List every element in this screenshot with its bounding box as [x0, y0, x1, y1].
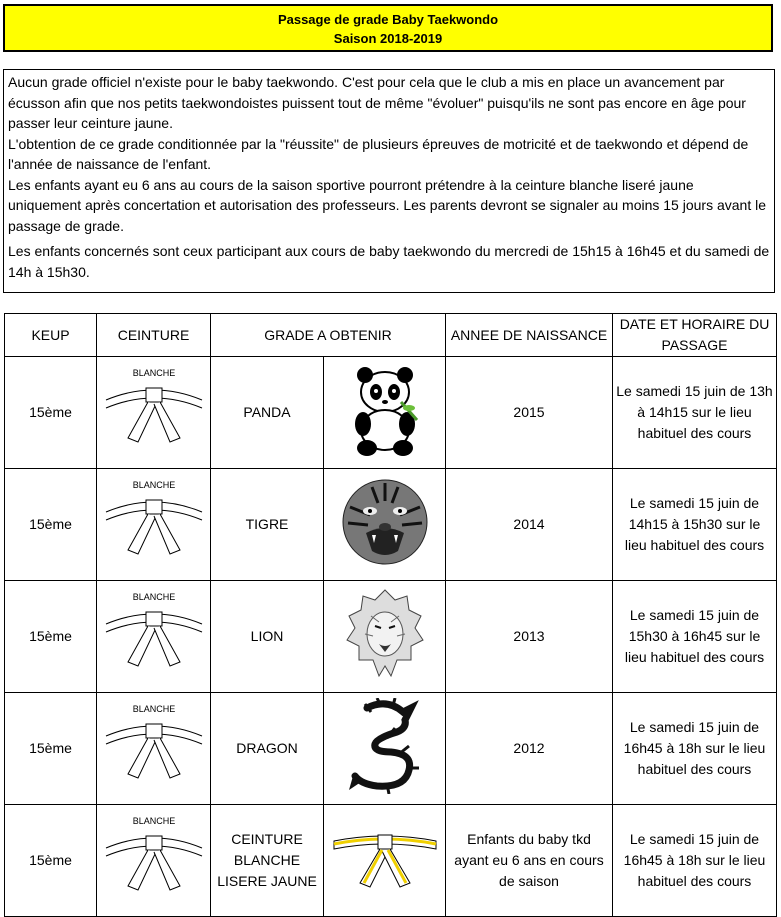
birth-year-cell: 2013	[446, 581, 613, 693]
belt-cell	[97, 581, 211, 693]
grade-name-cell: PANDA	[211, 357, 324, 469]
grades-table	[4, 313, 777, 917]
grade-name-cell: DRAGON	[211, 693, 324, 805]
dragon-icon	[347, 698, 423, 794]
birth-year-cell: 2012	[446, 693, 613, 805]
header-grade: GRADE A OBTENIR	[211, 314, 446, 357]
exam-date-cell: Le samedi 15 juin de 13h à 14h15 sur le lieu habituel des cours	[613, 357, 777, 469]
birth-year-cell: Enfants du baby tkd ayant eu 6 ans en cours de saison	[446, 805, 613, 917]
belt-cell	[97, 357, 211, 469]
table-row	[5, 469, 777, 581]
grade-name-cell: CEINTURE BLANCHE LISERE JAUNE	[211, 805, 324, 917]
banner-season: Saison 2018-2019	[333, 31, 443, 46]
keup-cell: 15ème	[5, 469, 97, 581]
belt-label: BLANCHE	[132, 815, 175, 826]
grade-image-cell	[324, 469, 446, 581]
birth-year-cell: 2015	[446, 357, 613, 469]
belt-label: BLANCHE	[132, 591, 175, 602]
title-banner	[3, 4, 773, 52]
white-belt-icon	[102, 364, 206, 456]
belt-label: BLANCHE	[132, 367, 175, 378]
header-keup: KEUP	[5, 314, 97, 357]
belt-label: BLANCHE	[132, 479, 175, 490]
table-row	[5, 357, 777, 469]
keup-cell: 15ème	[5, 581, 97, 693]
keup-cell: 15ème	[5, 693, 97, 805]
header-date: DATE ET HORAIRE DU PASSAGE	[613, 314, 777, 357]
lion-icon	[345, 586, 425, 682]
table-row	[5, 693, 777, 805]
header-ceinture: CEINTURE	[97, 314, 211, 357]
tiger-icon	[340, 477, 430, 567]
exam-date-cell: Le samedi 15 juin de 16h45 à 18h sur le lieu habituel des cours	[613, 693, 777, 805]
keup-cell: 15ème	[5, 805, 97, 917]
grade-image-cell	[324, 805, 446, 917]
intro-paragraph-2: L'obtention de ce grade conditionnée par la "réussite" de plusieurs épreuves de motricité et de taekwondo et dépend de l'année de naissance de l'enfant.	[8, 135, 749, 172]
keup-cell: 15ème	[5, 357, 97, 469]
white-belt-icon	[102, 588, 206, 680]
grade-name-cell: LION	[211, 581, 324, 693]
belt-cell	[97, 805, 211, 917]
intro-text-box	[3, 69, 775, 293]
birth-year-cell: 2014	[446, 469, 613, 581]
header-annee: ANNEE DE NAISSANCE	[446, 314, 613, 357]
yellow-striped-belt-icon	[330, 823, 440, 893]
exam-date-cell: Le samedi 15 juin de 14h15 à 15h30 sur le lieu habituel des cours	[613, 469, 777, 581]
belt-cell	[97, 469, 211, 581]
grade-image-cell	[324, 357, 446, 469]
belt-cell	[97, 693, 211, 805]
grade-image-cell	[324, 693, 446, 805]
intro-paragraph-1: Aucun grade officiel n'existe pour le baby taekwondo. C'est pour cela que le club a mis en place un avancement par écusson afin que nos petits taekwondoistes puissent tout de même "évoluer" puisqu'ils ne sont pas encore en âge pour passer leur ceinture jaune.	[8, 74, 746, 131]
table-row	[5, 805, 777, 917]
exam-date-cell: Le samedi 15 juin de 16h45 à 18h sur le lieu habituel des cours	[613, 805, 777, 917]
exam-date-cell: Le samedi 15 juin de 15h30 à 16h45 sur le lieu habituel des cours	[613, 581, 777, 693]
grade-image-cell	[324, 581, 446, 693]
white-belt-icon	[102, 476, 206, 568]
table-header-row	[5, 314, 777, 357]
banner-title: Passage de grade Baby Taekwondo	[277, 12, 499, 27]
white-belt-icon	[102, 700, 206, 792]
panda-icon	[345, 362, 425, 458]
belt-label: BLANCHE	[132, 703, 175, 714]
intro-paragraph-3: Les enfants ayant eu 6 ans au cours de la saison sportive pourront prétendre à la ceinture blanche liseré jaune uniquement après concertation et autorisation des professeurs. Les parents devront se signaler au moins 15 jours avant le passage de grade.	[8, 176, 766, 234]
white-belt-icon	[102, 812, 206, 904]
intro-paragraph-4: Les enfants concernés sont ceux participant aux cours de baby taekwondo du mercredi de 15h15 à 16h45 et du samedi de 14h à 15h30.	[8, 243, 770, 280]
table-row	[5, 581, 777, 693]
grade-name-cell: TIGRE	[211, 469, 324, 581]
